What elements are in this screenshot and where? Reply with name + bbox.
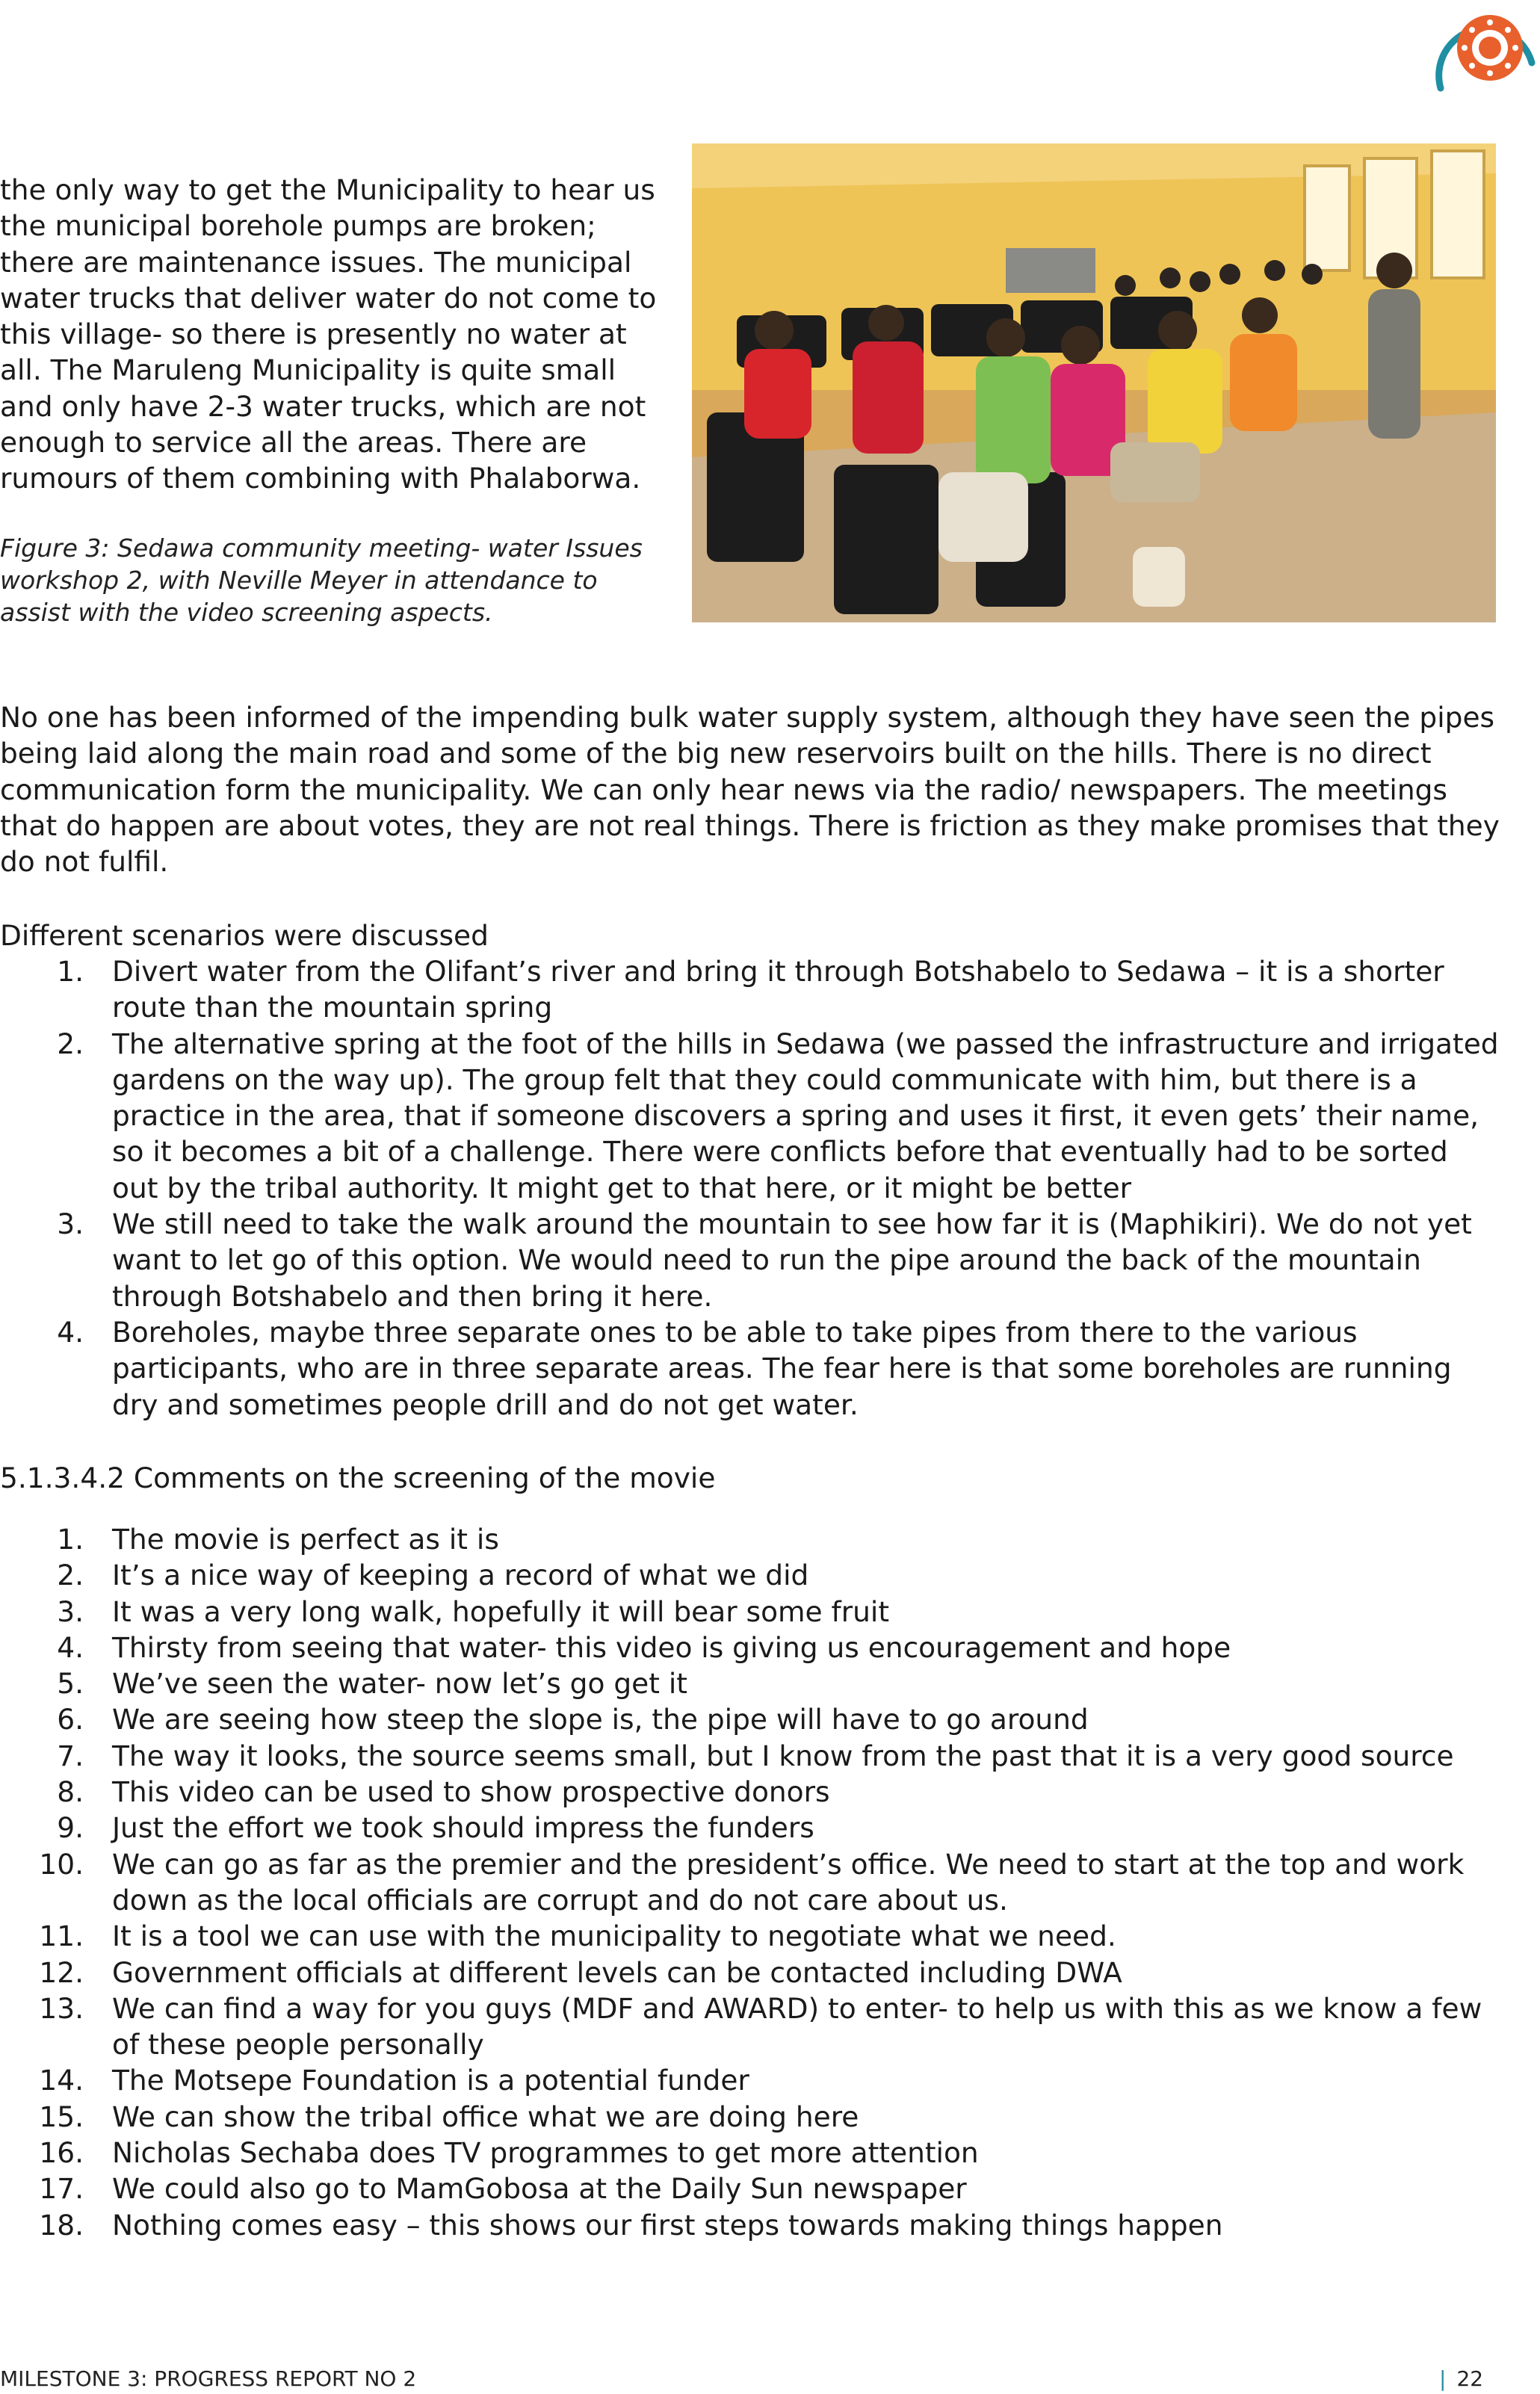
list-item [0, 1918, 1502, 1954]
scenarios-list [0, 953, 1502, 1423]
list-item-number: 16. [39, 2136, 84, 2170]
list-item [0, 1665, 1502, 1701]
list-item [0, 1955, 1502, 1991]
list-item-number: 15. [39, 2100, 84, 2133]
list-item [0, 1774, 1502, 1810]
list-item-number: 14. [39, 2064, 84, 2097]
list-item-text: It’s a nice way of keeping a record of what we did [112, 1559, 809, 1592]
list-item-number: 1. [57, 1523, 84, 1556]
list-item-text: The alternative spring at the foot of the hills in Sedawa (we passed the infrastructure and irrigated gardens on the way up). The group felt that they could communicate with him, but there is a practice in the area, that if someone discovers a spring and uses it first, it even gets’ their name, so it becomes a bit of a challenge. There were conflicts before that eventually had to be sorted out by the tribal authority. It might get to that here, or it might be better [112, 1027, 1499, 1204]
list-item [0, 1026, 1502, 1206]
list-item-text: We’ve seen the water- now let’s go get it [112, 1667, 687, 1701]
list-item-text: It is a tool we can use with the municipality to negotiate what we need. [112, 1920, 1116, 1953]
list-item-number: 18. [39, 2208, 84, 2242]
footer-page [1439, 2366, 1483, 2393]
list-item-number: 13. [39, 1991, 84, 2025]
list-item-text: Thirsty from seeing that water- this video is giving us encouragement and hope [112, 1630, 1231, 1664]
figure-caption: Figure 3: Sedawa community meeting- water Issues workshop 2, with Neville Meyer in attendance to assist with the video screening aspects. [0, 533, 643, 627]
list-item-text: This video can be used to show prospective donors [112, 1775, 830, 1809]
list-item [0, 953, 1502, 1026]
list-item [0, 1701, 1502, 1737]
bulk-water-paragraph: No one has been informed of the impending bulk water supply system, although they have seen the pipes being laid along the main road and some of the big new reservoirs built on the hills. There is no direct communication form the municipality. We can only hear news via the radio/ newspapers. The meetings that do happen are about votes, they are not real things. There is friction as they make promises that they do not fulfil. [0, 701, 1500, 879]
list-item-text: Government officials at different levels can be contacted including DWA [112, 1955, 1122, 1989]
list-item-text: We could also go to MamGobosa at the Daily Sun newspaper [112, 2172, 967, 2206]
list-item-text: We can show the tribal office what we are doing here [112, 2100, 859, 2133]
list-item-text: Nothing comes easy – this shows our first steps towards making things happen [112, 2208, 1223, 2242]
community-meeting-photo [692, 143, 1496, 622]
list-item-number: 4. [57, 1630, 84, 1664]
list-item [0, 1594, 1502, 1630]
scenarios-heading: Different scenarios were discussed [0, 919, 489, 952]
list-item-text: We can find a way for you guys (MDF and AWARD) to enter- to help us with this as we know a few of these people personally [112, 1991, 1482, 2062]
list-item [0, 1557, 1502, 1593]
list-item [0, 1206, 1502, 1314]
list-item-text: We can go as far as the premier and the president’s office. We need to start at the top and work down as the local officials are corrupt and do not care about us. [112, 1847, 1465, 1917]
list-item [0, 2171, 1502, 2206]
list-item-text: We still need to take the walk around the mountain to see how far it is (Maphikiri). We do not yet want to let go of this option. We would need to run the pipe around the back of the mountain through Botshabelo and then bring it here. [112, 1207, 1472, 1313]
list-item [0, 1314, 1502, 1423]
list-item-number: 9. [57, 1811, 84, 1845]
list-item-text: Divert water from the Olifant’s river and bring it through Botshabelo to Sedawa – it is a shorter route than the mountain spring [112, 955, 1444, 1024]
list-item [0, 2207, 1502, 2243]
list-item-number: 8. [57, 1775, 84, 1809]
list-item [0, 2062, 1502, 2098]
list-item [0, 2099, 1502, 2135]
list-item [0, 2135, 1502, 2171]
list-item-number: 2. [57, 1559, 84, 1592]
list-item-number: 3. [57, 1595, 84, 1628]
list-item-text: The movie is perfect as it is [112, 1523, 499, 1556]
intro-paragraph: the only way to get the Municipality to hear us the municipal borehole pumps are broken; there are maintenance issues. The municipal water trucks that deliver water do not come to this village- so there is presently no water at all. The Maruleng Municipality is quite small and only have 2-3 water trucks, which are not enough to service all the areas. There are rumours of them combining with Phalaborwa. [0, 173, 657, 495]
list-item-number: 1. [57, 955, 84, 988]
list-item-number: 7. [57, 1739, 84, 1772]
list-item-number: 12. [39, 1955, 84, 1989]
list-item-number: 5. [57, 1667, 84, 1701]
footer-separator: | [1439, 2366, 1447, 2391]
footer-report-title: MILESTONE 3: PROGRESS REPORT NO 2 [0, 2366, 417, 2391]
organisation-logo [1421, 0, 1539, 105]
list-item [0, 1991, 1502, 2063]
list-item-number: 6. [57, 1703, 84, 1736]
page-number: 22 [1456, 2366, 1484, 2391]
list-item-text: Just the effort we took should impress the funders [112, 1811, 814, 1845]
list-item-number: 2. [57, 1027, 84, 1060]
list-item-text: The Motsepe Foundation is a potential funder [112, 2064, 749, 2097]
list-item [0, 1738, 1502, 1774]
list-item-text: We are seeing how steep the slope is, the pipe will have to go around [112, 1703, 1089, 1736]
comments-heading: 5.1.3.4.2 Comments on the screening of the movie [0, 1462, 716, 1494]
list-item-number: 11. [39, 1920, 84, 1953]
comments-list [0, 1521, 1502, 2243]
list-item-number: 3. [57, 1207, 84, 1241]
list-item [0, 1630, 1502, 1665]
list-item-text: Nicholas Sechaba does TV programmes to get more attention [112, 2136, 979, 2170]
list-item [0, 1810, 1502, 1846]
list-item-text: The way it looks, the source seems small, but I know from the past that it is a very good source [112, 1739, 1454, 1772]
list-item-number: 17. [39, 2172, 84, 2206]
list-item-text: It was a very long walk, hopefully it will bear some fruit [112, 1595, 890, 1628]
list-item-text: Boreholes, maybe three separate ones to be able to take pipes from there to the various participants, who are in three separate areas. The fear here is that some boreholes are running dry and sometimes people drill and do not get water. [112, 1315, 1452, 1421]
list-item [0, 1846, 1502, 1919]
list-item-number: 4. [57, 1315, 84, 1349]
list-item-number: 10. [39, 1847, 84, 1881]
list-item [0, 1521, 1502, 1557]
